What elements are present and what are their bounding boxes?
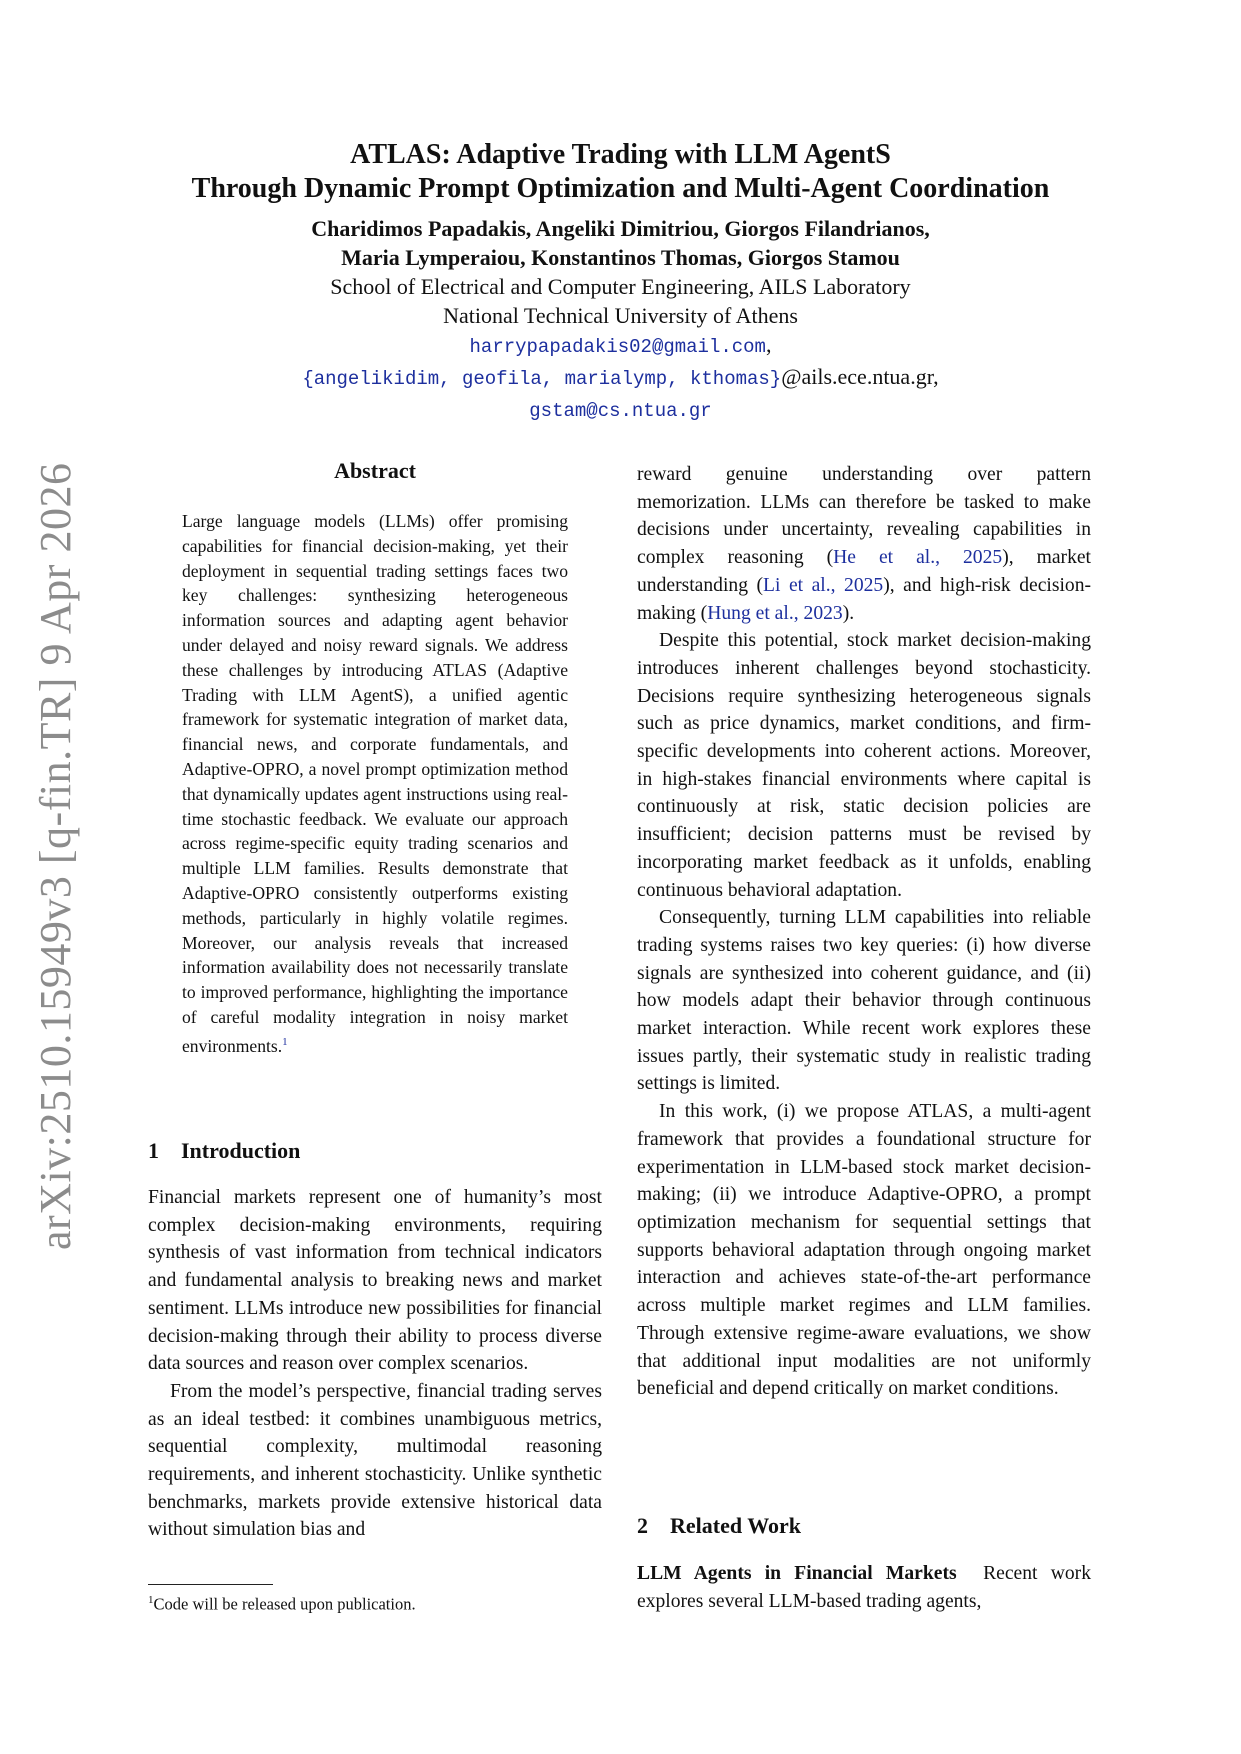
section-2-title: Related Work [670,1513,801,1538]
abstract-title: Abstract [334,458,416,483]
section-1-heading [148,1138,300,1164]
right-paragraph-2: Despite this potential, stock market decision-making introduces inherent challenges beyond stochasticity. Decisions require synthesizing heterogeneous signals such as price dynamics, market conditions, and firm-specific developments into coherent actions. Moreover, in high-stakes financial environments where capital is continuously at risk, static decision policies are insufficient; decision patterns must be revised by incorporating market feedback as it unfolds, enabling continuous behavioral adaptation. [637,630,1091,901]
title-line-1: ATLAS: Adaptive Trading with LLM AgentS [350,139,891,170]
authors-line-2: Maria Lymperaiou, Konstantinos Thomas, Giorgos Stamou [341,245,900,270]
intro-paragraph-1: Financial markets represent one of humanity’s most complex decision-making environments, requiring synthesis of vast information from technical indicators and fundamental analysis to breaking news and market sentiment. LLMs introduce new possibilities for financial decision-making through their ability to process diverse data sources and reason over complex scenarios. [148,1187,602,1375]
section-2-heading [637,1513,801,1539]
affiliation [100,272,1141,330]
citation-he-2025[interactable]: He et al., 2025 [833,547,1003,569]
email-link-3[interactable]: gstam@cs.ntua.gr [529,400,712,422]
paper-header [100,138,1141,426]
right-paragraph-3: Consequently, turning LLM capabilities into reliable trading systems raises two key queries: (i) how diverse signals are synthesized into coherent guidance, and (ii) how models adapt their behavior through continuous market interaction. While recent work explores these issues partly, their systematic study in realistic trading settings is limited. [637,907,1091,1095]
right-paragraph-4: In this work, (i) we propose ATLAS, a multi-agent framework that provides a foundational structure for experimentation in LLM-based stock market decision-making; (ii) we introduce Adaptive-OPRO, a prompt optimization mechanism for sequential settings that supports behavioral adaptation through ongoing market interaction and achieves state-of-the-art performance across multiple market regimes and LLM families. Through extensive regime-aware evaluations, we show that additional input modalities are not uniformly beneficial and depend critically on market conditions. [637,1101,1091,1400]
citation-li-2025[interactable]: Li et al., 2025 [763,574,884,596]
right-paragraph-1: reward genuine understanding over pattern memorization. LLMs can therefore be tasked to make decisions under uncertainty, revealing capabilities in complex reasoning (He et al., 2025), market understanding (Li et al., 2025), and high-risk decision-making (Hung et al., 2023). [637,464,1092,624]
arxiv-stamp: arXiv:2510.15949v3 [q-fin.TR] 9 Apr 2026 [31,462,80,1250]
affiliation-line-2: National Technical University of Athens [443,303,798,328]
citation-hung-2023[interactable]: Hung et al., 2023 [707,602,843,624]
email-link-1[interactable]: harrypapadakis02@gmail.com [469,336,766,358]
section-1-number: 1 [148,1138,159,1163]
abstract-footnote-mark[interactable]: 1 [282,1035,288,1048]
right-column-body [637,461,1091,1403]
related-heading: LLM Agents in Financial Markets [637,1563,957,1584]
related-work-body [637,1560,1091,1615]
affiliation-line-1: School of Electrical and Computer Engineering, AILS Laboratory [330,274,911,299]
intro-paragraph-2: From the model’s perspective, financial trading serves as an ideal testbed: it combines unambiguous metrics, sequential complexity, multimodal reasoning requirements, and inherent stochasticity. Unlike synthetic benchmarks, markets provide extensive historical data without simulation bias and [148,1380,602,1541]
footnote-divider [148,1584,273,1585]
footnote-mark: 1 [148,1594,154,1606]
email-group-domain: @ails.ece.ntua.gr, [781,364,939,389]
section-2-number: 2 [637,1513,648,1538]
authors-line-1: Charidimos Papadakis, Angeliki Dimitriou, Giorgos Filandrianos, [311,216,930,241]
abstract-body: Large language models (LLMs) offer promising capabilities for financial decision-making, yet their deployment in sequential trading settings faces two key challenges: synthesizing heterogeneous information sources and adapting agent behavior under delayed and noisy reward signals. We address these challenges by introducing ATLAS (Adaptive Trading with LLM AgentS), a unified agentic framework for systematic integration of market data, financial news, and corporate fundamentals, and Adaptive-OPRO, a novel prompt optimization method that dynamically updates agent instructions using real-time stochastic feedback. We evaluate our approach across regime-specific equity trading scenarios and multiple LLM families. Results demonstrate that Adaptive-OPRO consistently outperforms existing methods, particularly in highly volatile regimes. Moreover, our analysis reveals that increased information availability does not necessarily translate to improved performance, highlighting the importance of careful modality integration in noisy market environments. [182,511,568,1056]
related-text: Recent work explores several LLM-based trading agents, [637,1563,1091,1612]
footnote-text: Code will be released upon publication. [153,1594,416,1614]
abstract-text [182,509,568,1058]
email-link-group[interactable]: {angelikidim, geofila, marialymp, kthomas} [302,368,782,390]
left-column-body [148,1184,602,1544]
section-1-title: Introduction [181,1138,301,1163]
footnote [148,1594,416,1615]
paper-title [100,138,1141,206]
author-list [100,214,1141,272]
related-paragraph [637,1560,1091,1615]
email-list: harrypapadakis02@gmail.com, {angelikidim, geofila, marialymp, kthomas}@ails.ece.ntua.gr, gstam@cs.ntua.gr [302,332,939,422]
title-line-2: Through Dynamic Prompt Optimization and Multi-Agent Coordination [191,173,1050,204]
